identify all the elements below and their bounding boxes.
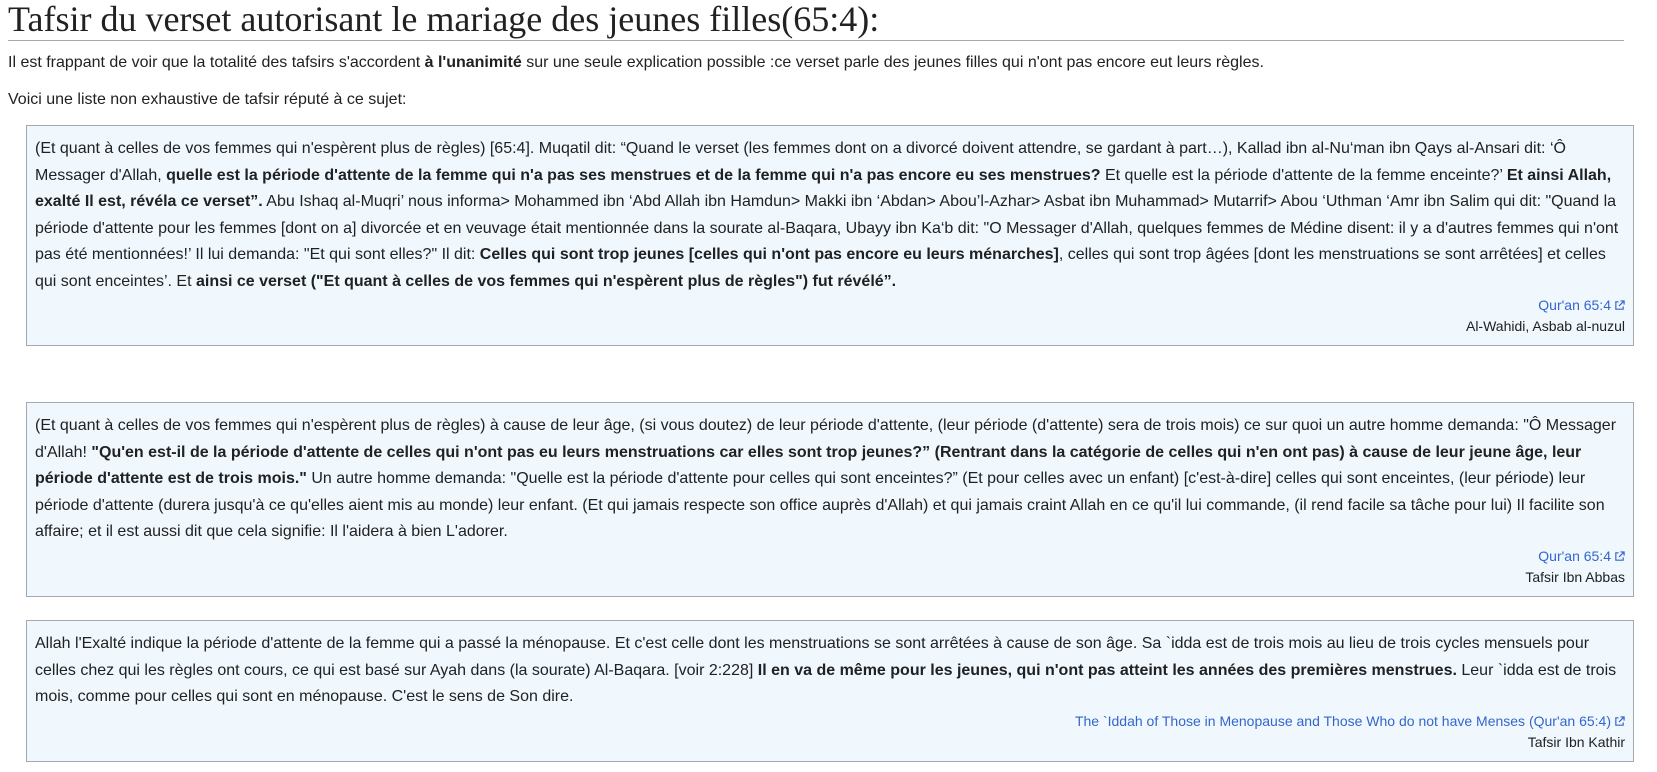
quote-text xyxy=(35,136,1625,295)
quran-link-label: Qur'an 65:4 xyxy=(1538,297,1611,313)
external-link-icon xyxy=(1614,716,1625,727)
quote-citation xyxy=(35,546,1625,567)
quote-text xyxy=(35,631,1625,711)
quran-link-label: The `Iddah of Those in Menopause and Those Who do not have Menses (Qur'an 65:4) xyxy=(1074,712,1611,729)
intro-paragraph xyxy=(8,41,1649,74)
intro-text: Il est frappant de voir que la totalité des tafsirs s'accordent xyxy=(8,54,425,71)
quote-bold-segment: quelle est la période d'attente de la femme qui n'a pas ses menstrues et de la femme qui n'a pas encore eu ses menstrues? xyxy=(166,166,1101,184)
quran-link[interactable] xyxy=(1538,297,1625,313)
quote-citation xyxy=(35,295,1625,316)
quran-link[interactable] xyxy=(1075,713,1625,729)
quote-box-ibn-kathir xyxy=(26,620,1634,762)
external-link-icon xyxy=(1614,300,1625,311)
quran-link-label: Qur'an 65:4 xyxy=(1538,547,1611,564)
quote-segment: Leur `idda est de trois mois, comme pour celles qui sont en ménopause. C'est le sens de Son dire. xyxy=(35,661,1617,705)
quote-source: Al-Wahidi, Asbab al-nuzul xyxy=(1465,318,1625,334)
list-intro: Voici une liste non exhaustive de tafsir réputé à ce sujet: xyxy=(8,91,407,108)
quran-link[interactable] xyxy=(1538,548,1625,564)
quote-text xyxy=(35,413,1625,546)
article xyxy=(0,0,1657,111)
quote-bold-segment: "Qu'en est-il de la période d'attente de celles qui n'ont pas eu leurs menstruations car elles sont trop jeunes?” (Rentrant dans la catégorie de celles qui n'en ont pas) à cause de leur jeune âge, leur période d'attente est de trois mois." xyxy=(35,443,1582,487)
quote-source: Tafsir Ibn Abbas xyxy=(1525,568,1625,585)
external-link-icon xyxy=(1614,551,1625,562)
quote-segment: Un autre homme demanda: "Quelle est la période d'attente pour celles qui sont enceintes?” (Et pour celles avec un enfant) [c'est-à-dire] celles qui sont enceintes, (leur période) leur période d'attente (durera jusqu'à ce qu'elles aient mis au monde) leur enfant. (Et qui jamais respecte son office auprès d'Allah) et qui jamais craint Allah en ce qu'il lui commande, (il rend facile sa tâche pour lui) Il facilite son affaire; et il est aussi dit que cela signifie: Il l'aidera à bien L'adorer. xyxy=(35,470,1605,540)
quote-segment: Allah l'Exalté indique la période d'attente de la femme qui a passé la ménopause. Et c'est celle dont les menstruations se sont arrêtées à cause de son âge. Sa `idda est de trois mois au lieu de trois cycles mensuels pour celles chez qui les règles ont cours, ce qui est basé sur Ayah dans (la sourate) Al-Baqara. [voir 2:228] xyxy=(35,635,1590,679)
quote-bold-segment: ainsi ce verset ("Et quant à celles de vos femmes qui n'espèrent plus de règles") fut révélé”. xyxy=(195,272,897,290)
quote-segment: , celles qui sont trop âgées [dont les menstruations se sont arrêtées] et celles qui sont enceintes’. Et xyxy=(35,246,1606,290)
intro-text-end: sur une seule explication possible :ce verset parle des jeunes filles qui n'ont pas encore eut leurs règles. xyxy=(521,54,1264,71)
intro-bold: à l'unanimité xyxy=(424,54,522,71)
quote-segment: (Et quant à celles de vos femmes qui n'espèrent plus de règles) [65:4]. Muqatil dit: “Quand le verset (les femmes dont on a divorcé doivent attendre, se gardant à part…), Kallad ibn al-Nu‘man ibn Qays al-Ansari dit: ‘Ô Messager d'Allah, xyxy=(35,140,1566,184)
quote-citation xyxy=(35,711,1625,732)
quote-source: Tafsir Ibn Kathir xyxy=(1527,733,1625,750)
quote-segment: Et quelle est la période d'attente de la femme enceinte?’ xyxy=(1100,166,1507,184)
quote-box-ibn-abbas xyxy=(26,402,1634,597)
page-title: Tafsir du verset autorisant le mariage des jeunes filles(65:4): xyxy=(8,0,1624,41)
quote-segment: (Et quant à celles de vos femmes qui n'espèrent plus de règles) à cause de leur âge, (si vous doutez) de leur période d'attente, (leur période (d'attente) sera de trois mois) ce sur quoi un autre homme demanda: "Ô Messager d'Allah! xyxy=(35,417,1617,461)
quote-box-wahidi xyxy=(26,125,1634,346)
quote-bold-segment: Il en va de même pour les jeunes, qui n'ont pas atteint les années des premières menstrues. xyxy=(757,661,1457,679)
quote-bold-segment: Celles qui sont trop jeunes [celles qui n'ont pas encore eu leurs ménarches] xyxy=(479,246,1059,263)
quote-bold-segment: Et ainsi Allah, exalté Il est, révéla ce verset”. xyxy=(35,166,1612,210)
quote-segment: Abu Ishaq al-Muqri’ nous informa> Mohammed ibn ‘Abd Allah ibn Hamdun> Makki ibn ‘Abdan> Abou’l-Azhar> Asbat ibn Muhammad> Mutarrif> Abou ‘Uthman ‘Amr ibn Salim qui dit: "Quand la période d'attente pour les femmes [dont on a] divorcée et en veuvage était mentionnée dans la sourate al-Baqara, Ubayy ibn Ka‘b dit: "O Messager d'Allah, quelques femmes de Médine disent: il y a d'autres femmes qui n'ont pas été mentionnées!’ Il lui demanda: "Et qui sont elles?" Il dit: xyxy=(35,193,1619,263)
